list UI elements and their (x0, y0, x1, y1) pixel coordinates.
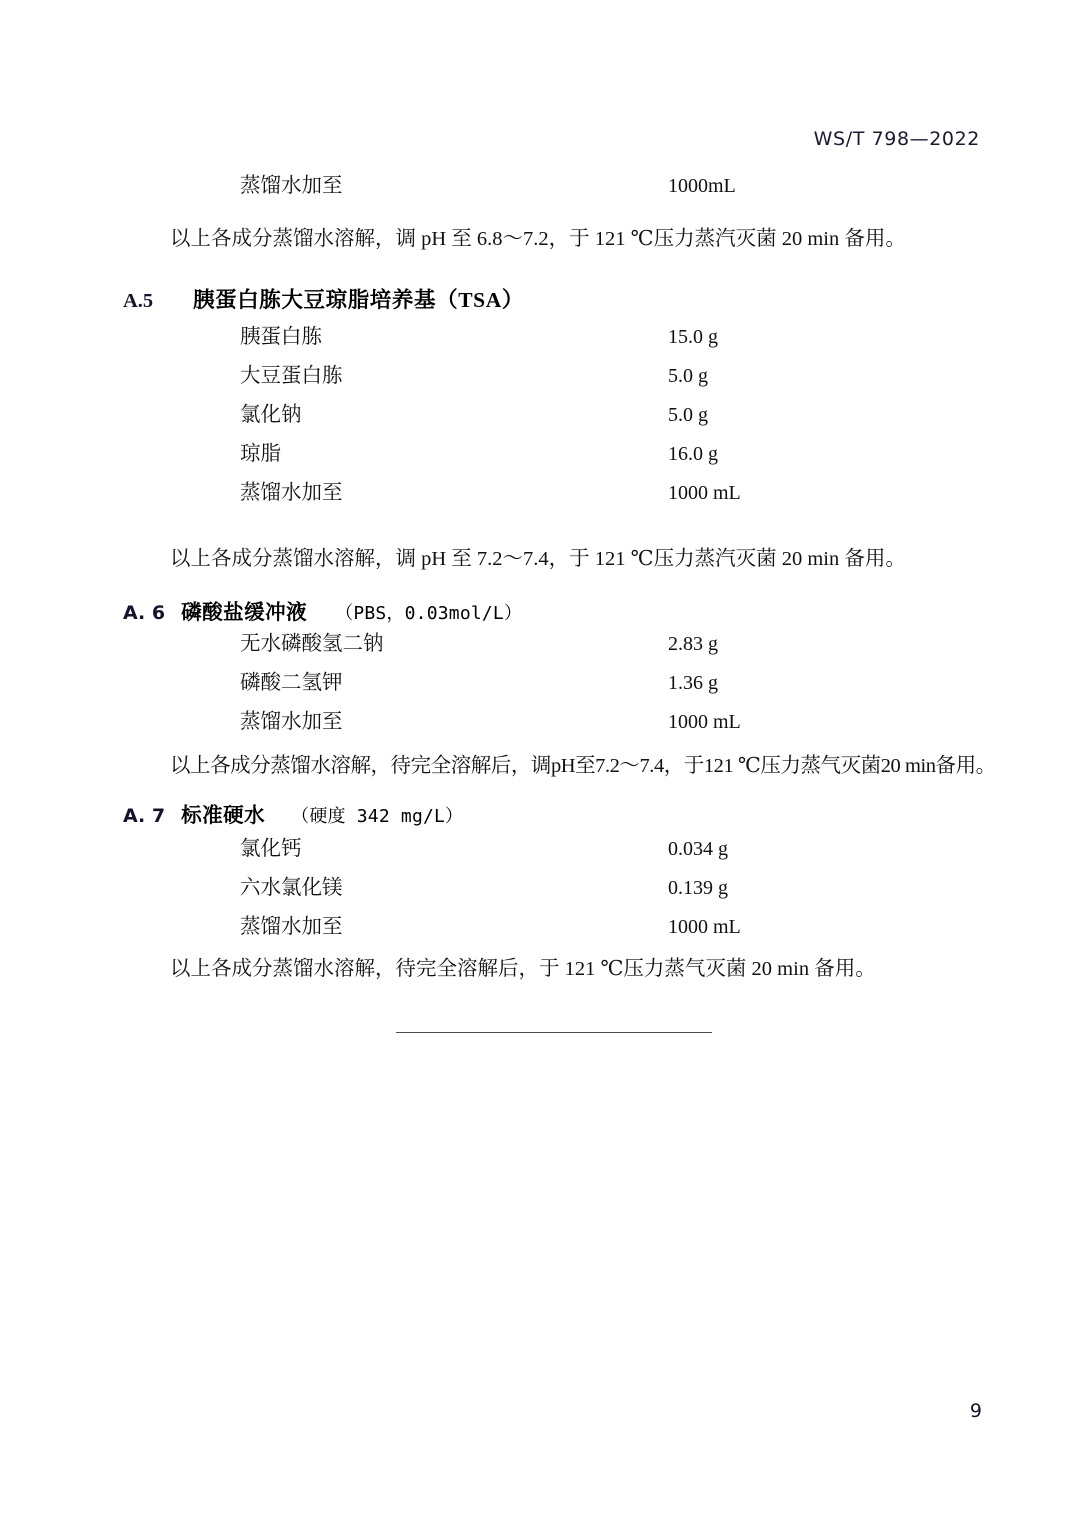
ingredient-name: 氯化钠 (240, 404, 302, 426)
table-row (0, 917, 1080, 956)
ingredient-name: 琼脂 (240, 443, 281, 465)
ingredient-name: 六水氯化镁 (240, 877, 343, 899)
ingredient-value: 1000 mL (668, 482, 741, 504)
ingredient-name: 蒸馏水加至 (240, 175, 343, 197)
table-row (0, 327, 1080, 366)
preparation-note-a5: 以上各成分蒸馏水溶解，调 pH 至 7.2～7.4，于 121 ℃压力蒸汽灭菌 20 min 备用。 (170, 548, 906, 570)
page-number: 9 (969, 1400, 982, 1422)
ingredient-value: 1000 mL (668, 711, 741, 733)
table-row (0, 712, 1080, 751)
table-row (0, 483, 1080, 522)
clause-qualifier: （PBS，0.03mol/L） (335, 603, 523, 624)
ingredient-name: 氯化钙 (240, 838, 302, 860)
running-header-standard-code: WS/T 798—2022 (813, 128, 980, 150)
ingredient-name: 无水磷酸氢二钠 (240, 633, 384, 655)
ingredient-list-a6 (0, 634, 1080, 751)
clause-qualifier: （硬度 342 mg/L） (291, 806, 464, 827)
ingredient-name: 磷酸二氢钾 (240, 672, 343, 694)
table-row (0, 878, 1080, 917)
ingredient-value: 1.36 g (668, 672, 718, 694)
ingredient-value: 5.0 g (668, 404, 708, 426)
ingredient-name: 胰蛋白胨 (240, 326, 322, 348)
table-row (0, 444, 1080, 483)
ingredient-name: 蒸馏水加至 (240, 916, 343, 938)
clause-title: 胰蛋白胨大豆琼脂培养基（TSA） (193, 288, 524, 312)
ingredient-list-a5 (0, 327, 1080, 522)
clause-number: A.5 (123, 290, 154, 312)
ingredient-value: 2.83 g (668, 633, 718, 655)
ingredient-name: 大豆蛋白胨 (240, 365, 343, 387)
ingredient-value: 16.0 g (668, 443, 718, 465)
preparation-note-continued: 以上各成分蒸馏水溶解，调 pH 至 6.8～7.2，于 121 ℃压力蒸汽灭菌 20 min 备用。 (170, 228, 906, 250)
clause-heading-a5 (123, 283, 524, 314)
clause-title: 磷酸盐缓冲液 (181, 600, 308, 624)
ingredient-value: 1000 mL (668, 916, 741, 938)
clause-heading-a7 (123, 798, 463, 828)
ingredient-name: 蒸馏水加至 (240, 482, 343, 504)
table-row (0, 634, 1080, 673)
table-row (0, 839, 1080, 878)
preparation-note-a7: 以上各成分蒸馏水溶解，待完全溶解后，于 121 ℃压力蒸气灭菌 20 min 备用。 (170, 958, 876, 980)
table-row (0, 405, 1080, 444)
ingredient-value: 5.0 g (668, 365, 708, 387)
table-row (0, 366, 1080, 405)
ingredient-name: 蒸馏水加至 (240, 711, 343, 733)
preparation-note-a6: 以上各成分蒸馏水溶解，待完全溶解后，调pH至7.2～7.4，于121 ℃压力蒸气灭菌20 min备用。 (170, 755, 996, 777)
clause-heading-a6 (123, 595, 522, 625)
ingredient-value: 15.0 g (668, 326, 718, 348)
clause-number: A. 7 (123, 805, 166, 827)
ingredient-value: 0.139 g (668, 877, 728, 899)
ingredient-list-a7 (0, 839, 1080, 956)
clause-title: 标准硬水 (181, 803, 266, 827)
table-row (0, 673, 1080, 712)
table-row (0, 176, 1080, 215)
ingredient-value: 0.034 g (668, 838, 728, 860)
ingredient-list-continued (0, 176, 1080, 215)
ingredient-value: 1000mL (668, 175, 736, 197)
clause-number: A. 6 (123, 602, 166, 624)
section-end-rule (396, 1032, 712, 1033)
